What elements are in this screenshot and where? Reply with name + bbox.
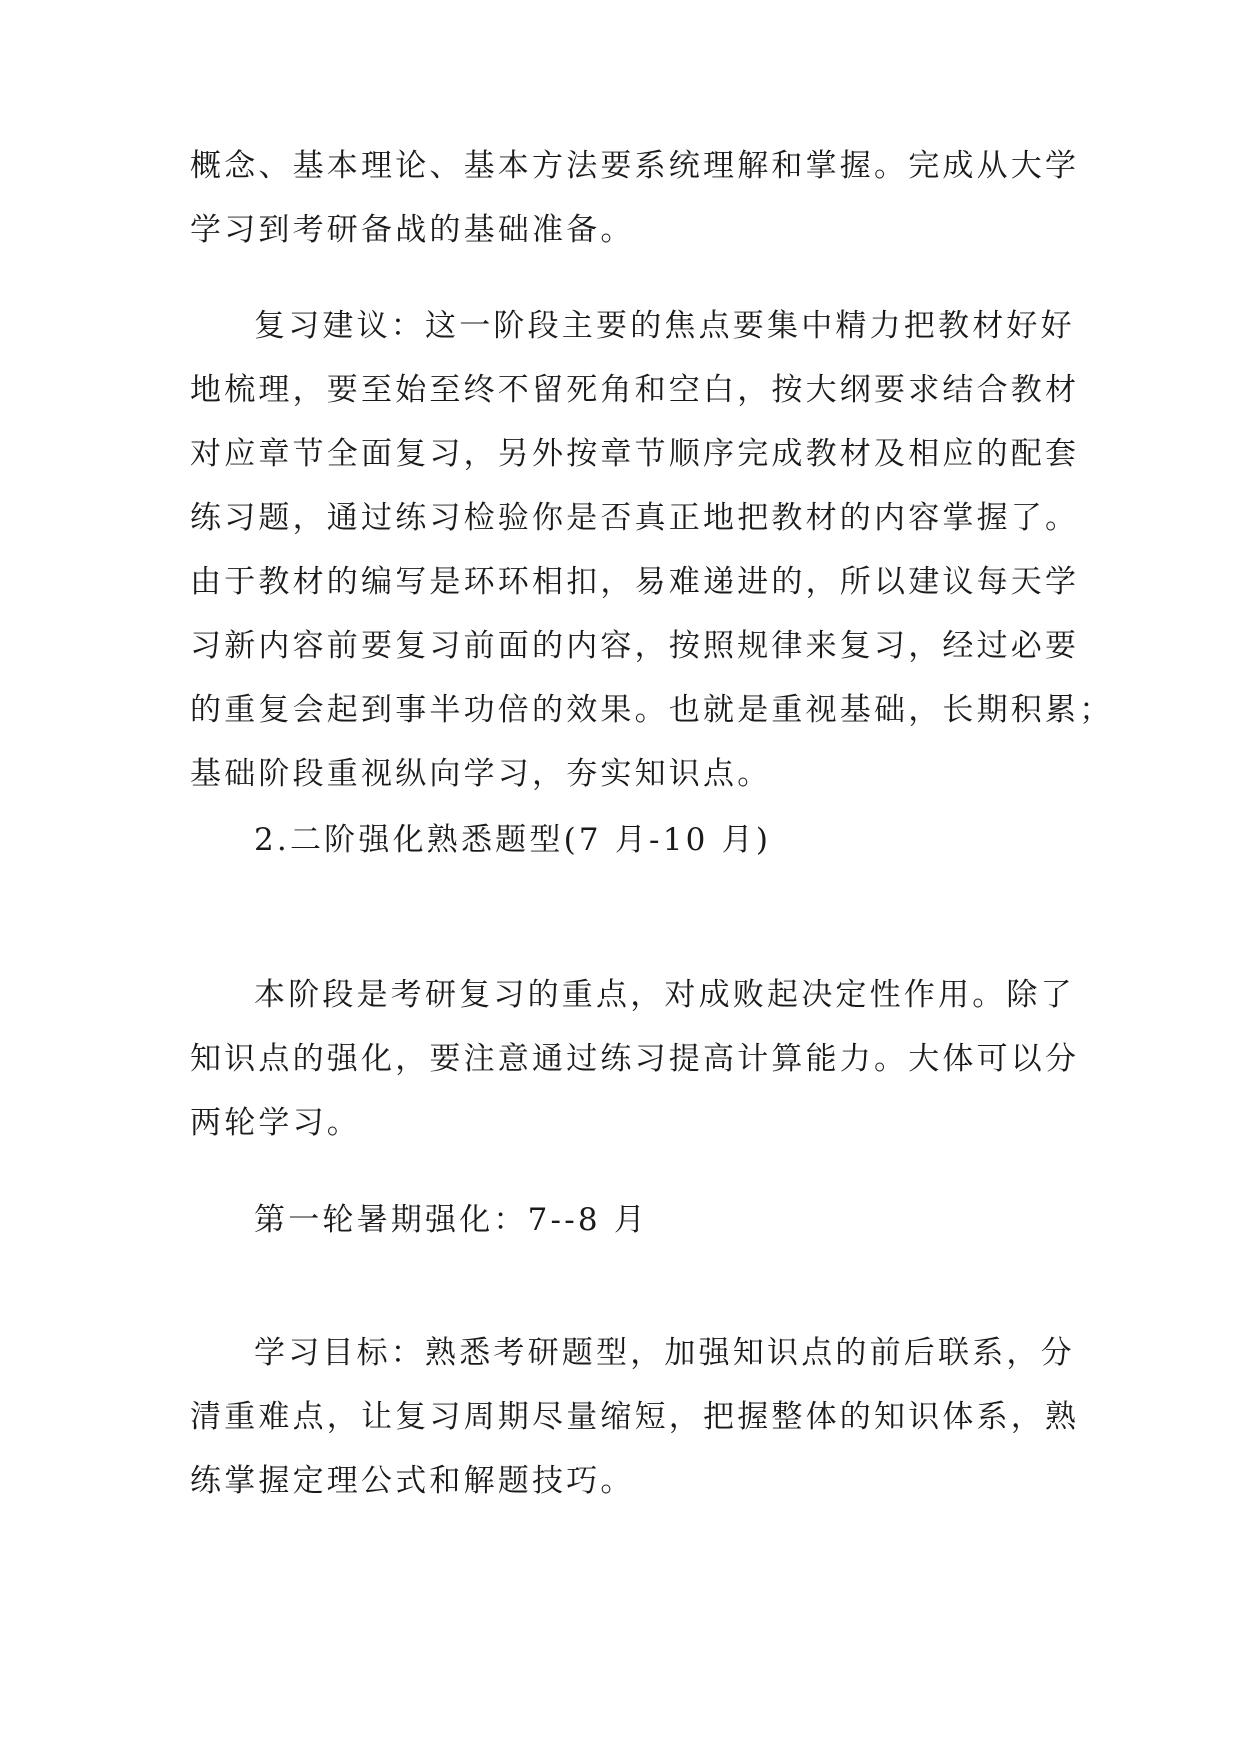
paragraph-stage-two-intro [190,963,1080,1155]
paragraph-learning-goals [190,1321,1080,1513]
text-line: 地梳理，要至始至终不留死角和空白，按大纲要求结合教材 [190,372,1080,408]
paragraph-review-advice [190,294,1114,806]
text-line: 两轮学习。 [190,1105,361,1141]
text-line: 练掌握定理公式和解题技巧。 [190,1463,635,1499]
text-line: 练习题，通过练习检验你是否真正地把教材的内容掌握了。 [190,500,1080,536]
text-line: 第一轮暑期强化：7--8 月 [254,1202,649,1238]
text-line: 对应章节全面复习，另外按章节顺序完成教材及相应的配套 [190,436,1080,472]
text-line: 的重复会起到事半功倍的效果。也就是重视基础，长期积累； [190,692,1114,728]
text-line: 基础阶段重视纵向学习，夯实知识点。 [190,756,772,792]
text-line: 复习建议：这一阶段主要的焦点要集中精力把教材好好 [254,308,1075,344]
text-line: 学习到考研备战的基础准备。 [190,212,635,248]
text-line: 本阶段是考研复习的重点，对成败起决定性作用。除了 [254,977,1075,1013]
text-line: 知识点的强化，要注意通过练习提高计算能力。大体可以分 [190,1041,1080,1077]
text-line: 2.二阶强化熟悉题型(7 月-10 月) [254,822,772,858]
text-line: 习新内容前要复习前面的内容，按照规律来复习，经过必要 [190,628,1080,664]
text-line: 清重难点，让复习周期尽量缩短，把握整体的知识体系，熟 [190,1399,1080,1435]
text-line: 由于教材的编写是环环相扣，易难递进的，所以建议每天学 [190,564,1080,600]
paragraph-basics-summary [190,134,1080,262]
text-line: 概念、基本理论、基本方法要系统理解和掌握。完成从大学 [190,148,1080,184]
subheading-summer-round [190,1188,1070,1252]
section-heading-stage-two [190,808,1070,872]
text-line: 学习目标：熟悉考研题型，加强知识点的前后联系，分 [254,1335,1075,1371]
